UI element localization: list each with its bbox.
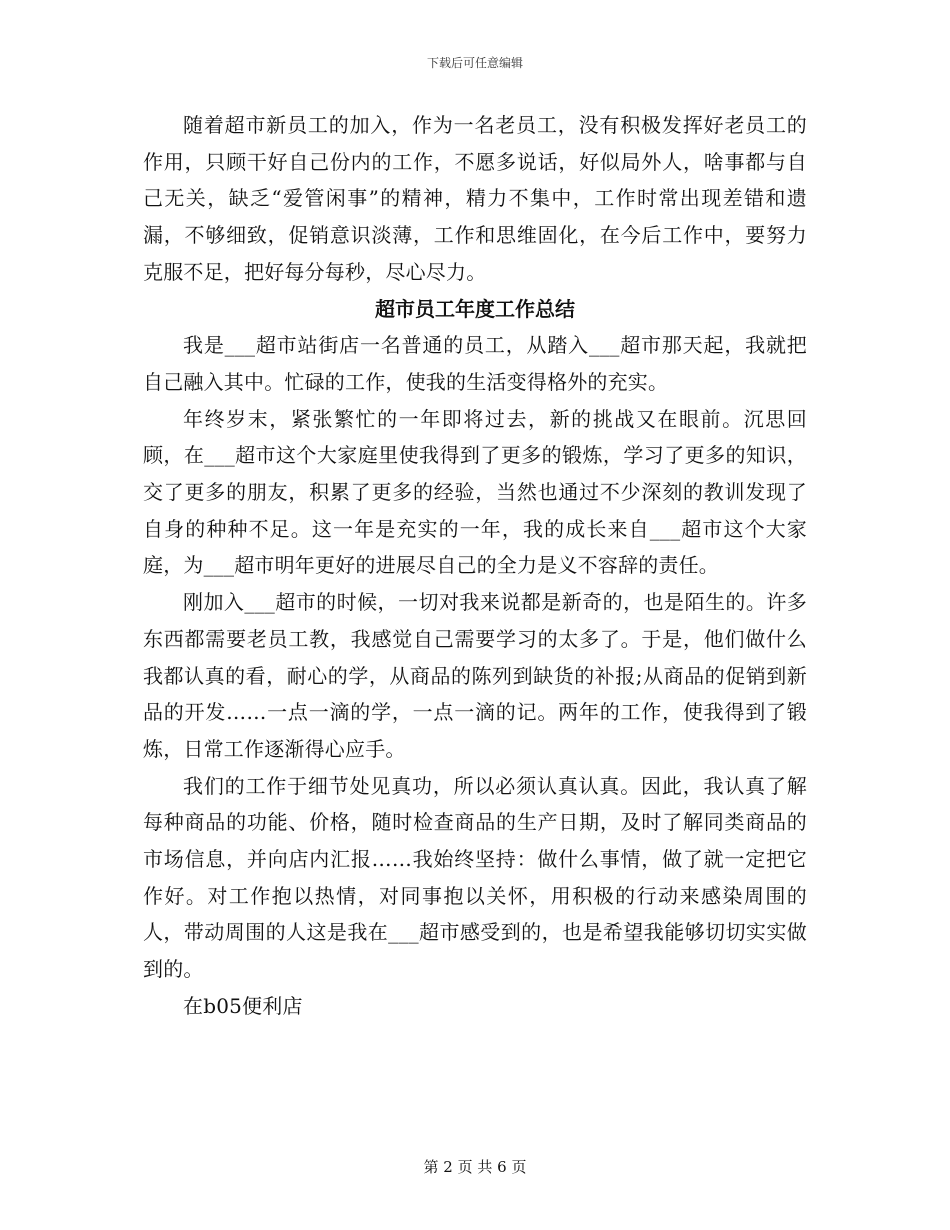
- paragraph-store: 在b05便利店: [183, 993, 303, 1018]
- paragraph-details: 我们的工作于细节处见真功，所以必须认真认真。因此，我认真了解每种商品的功能、价格，随时检查商品的生产日期，及时了解同类商品的市场信息，并向店内汇报……我始终坚持：做什么事情，做了就一定把它作好。对工作抱以热情，对同事抱以关怀，用积极的行动来感染周围的人，带动周围的人这是我在___超市感受到的，也是希望我能够切切实实做到的。: [143, 773, 807, 982]
- document-body: [143, 107, 807, 1025]
- paragraph-year-review: 年终岁末，紧张繁忙的一年即将过去，新的挑战又在眼前。沉思回顾，在___超市这个大家庭里使我得到了更多的锻炼，学习了更多的知识，交了更多的朋友，积累了更多的经验，当然也通过不少深刻的教训发现了自身的种种不足。这一年是充实的一年，我的成长来自___超市这个大家庭，为___超市明年更好的进展尽自己的全力是义不容辞的责任。: [143, 406, 807, 578]
- page-number: 第 2 页 共 6 页: [423, 1158, 527, 1176]
- page-header: 下载后可任意编辑: [426, 56, 523, 70]
- paragraph-intro: 我是___超市站街店一名普通的员工，从踏入___超市那天起，我就把自己融入其中。忙碌的工作，使我的生活变得格外的充实。: [143, 333, 807, 394]
- section-title: 超市员工年度工作总结: [375, 296, 575, 321]
- paragraph-self-reflection: 随着超市新员工的加入，作为一名老员工，没有积极发挥好老员工的作用，只顾干好自己份内的工作，不愿多说话，好似局外人，啥事都与自己无关，缺乏“爱管闲事”的精神，精力不集中，工作时常出现差错和遗漏，不够细致，促销意识淡薄，工作和思维固化，在今后工作中，要努力克服不足，把好每分每秒，尽心尽力。: [143, 113, 807, 284]
- paragraph-learning: 刚加入___超市的时候，一切对我来说都是新奇的，也是陌生的。许多东西都需要老员工教，我感觉自己需要学习的太多了。于是，他们做什么我都认真的看，耐心的学，从商品的陈列到缺货的补报;从商品的促销到新品的开发……一点一滴的学，一点一滴的记。两年的工作，使我得到了锻炼，日常工作逐渐得心应手。: [143, 590, 807, 761]
